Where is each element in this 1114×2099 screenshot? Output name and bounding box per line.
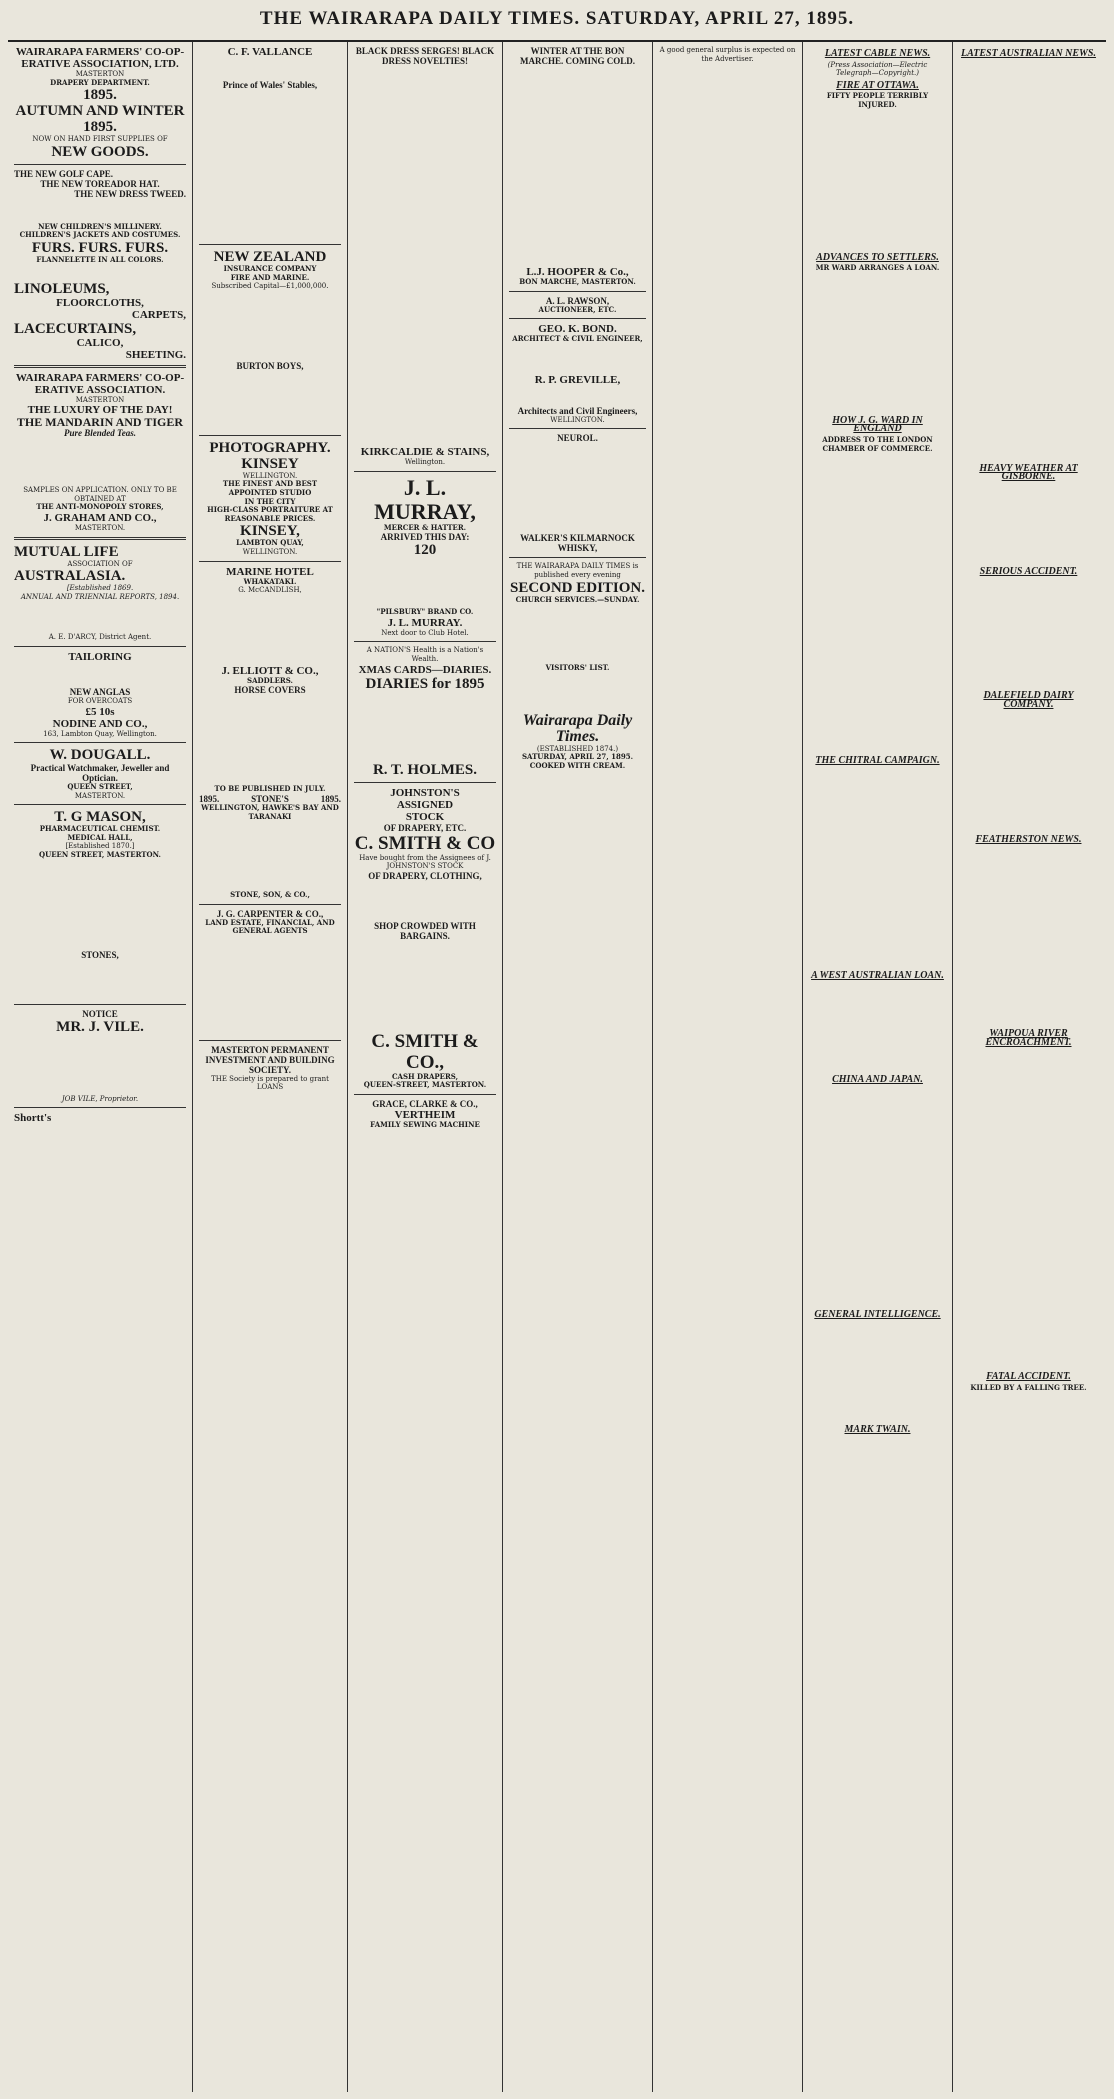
nation: A NATION'S Health is a Nation's Wealth. — [366, 646, 484, 663]
hooper: L.J. HOOPER & Co., — [526, 266, 629, 278]
linoleums: LINOLEUMS, — [14, 280, 110, 297]
column-3 — [348, 42, 503, 2092]
filler-text — [959, 484, 1098, 564]
mcdanish: G. McCANDLISH, — [238, 586, 302, 595]
dress-tweed: THE NEW DRESS TWEED. — [74, 188, 186, 199]
golf-cape: THE NEW GOLF CAPE. — [14, 168, 114, 179]
kc-place: Wellington. — [404, 458, 446, 466]
calico: CALICO, — [76, 336, 124, 349]
wfca-title: WAIRARAPA FARMERS' CO-OP-ERATIVE ASSOCIATION, LTD. — [15, 46, 185, 70]
waipoua: WAIPOUA RIVER ENCROACHMENT. — [985, 1028, 1072, 1048]
filler-text — [14, 199, 186, 223]
au-title: LATEST AUSTRALIAN NEWS. — [961, 48, 1096, 59]
filler-text — [199, 821, 341, 891]
furs: FURS. FURS. FURS. — [31, 239, 169, 256]
filler-text — [199, 936, 341, 1036]
vertheim: VERTHEIM — [394, 1108, 456, 1121]
diaries: DIARIES for 1895 — [365, 675, 485, 692]
bought: Have bought from the Assignees of J. JOHNSTON'S STOCK — [359, 853, 491, 871]
fifty-injured: FIFTY PEOPLE TERRIBLY INJURED. — [826, 91, 929, 109]
filler-text — [959, 578, 1098, 688]
filler-text — [509, 771, 646, 1371]
johnston: JOHNSTON'S — [390, 786, 460, 799]
shortt: Shortt's — [14, 1112, 52, 1125]
filler-text — [199, 695, 341, 785]
church: CHURCH SERVICES.—SUNDAY. — [515, 594, 640, 604]
china-japan: CHINA AND JAPAN. — [832, 1074, 923, 1086]
flannelette: FLANNELETTE IN ALL COLORS. — [36, 254, 164, 264]
graham-place: MASTERTON. — [74, 523, 126, 532]
toreador: THE NEW TOREADOR HAT. — [40, 178, 160, 189]
ward-loan: MR WARD ARRANGES A LOAN. — [815, 263, 940, 273]
queen-street: QUEEN STREET, — [67, 782, 133, 792]
dozen: 120 — [413, 542, 437, 559]
marine-hotel: MARINE HOTEL — [226, 565, 314, 578]
stock: STOCK — [405, 810, 445, 823]
filler-text — [509, 386, 646, 406]
smith: C. SMITH & CO — [354, 832, 496, 854]
graham: J. GRAHAM AND CO., — [43, 511, 157, 524]
filler-text — [509, 344, 646, 374]
queen-street: QUEEN-STREET, MASTERTON. — [363, 1080, 487, 1090]
cards: XMAS CARDS—DIARIES. — [358, 663, 492, 676]
murray-2: J. L. MURRAY. — [387, 616, 463, 629]
filler-text — [809, 453, 946, 753]
times-date: SATURDAY, APRIL 27, 1895. — [521, 752, 634, 762]
prince-of-wales: Prince of Wales' Stables, — [222, 80, 318, 90]
filler-text — [14, 265, 186, 281]
bonmarche: BON MARCHE, MASTERTON. — [519, 277, 636, 286]
column-4 — [503, 42, 653, 2092]
whakataki: WHAKATAKI. — [243, 576, 297, 586]
whisky: WALKER'S KILMARNOCK WHISKY, — [520, 533, 635, 554]
filler-text — [959, 712, 1098, 832]
queen-place: MASTERTON. — [74, 791, 126, 800]
neurol: NEUROL. — [557, 433, 598, 444]
chitral: THE CHITRAL CAMPAIGN. — [815, 755, 940, 767]
kc-serges: BLACK DRESS SERGES! BLACK DRESS NOVELTIES! — [355, 46, 495, 66]
filler-text — [199, 371, 341, 431]
stones: STONE'S — [251, 793, 289, 804]
architect: ARCHITECT & CIVIL ENGINEER, — [512, 334, 643, 344]
drapery-clothing: OF DRAPERY, CLOTHING, — [368, 870, 482, 881]
kinsey: KINSEY — [241, 455, 299, 472]
season: AUTUMN AND WINTER — [15, 103, 185, 120]
studio: THE FINEST AND BEST APPOINTED STUDIO — [222, 479, 318, 497]
drapery-etc: OF DRAPERY, ETC. — [383, 822, 467, 833]
assoc: ASSOCIATION OF — [67, 559, 133, 568]
blended: Pure Blended Teas. — [64, 428, 136, 439]
filler-text — [809, 273, 946, 413]
filler-text — [354, 941, 496, 1031]
column-6 — [803, 42, 953, 2092]
killed: KILLED BY A FALLING TREE. — [970, 1382, 1087, 1392]
photography: PHOTOGRAPHY. — [209, 439, 331, 456]
bond: GEO. K. BOND. — [538, 323, 617, 336]
published: TO BE PUBLISHED IN JULY. — [214, 784, 326, 794]
luxury: THE LUXURY OF THE DAY! — [27, 404, 173, 417]
dept: DRAPERY DEPARTMENT. — [50, 77, 150, 87]
medical: MEDICAL HALL, — [67, 832, 133, 842]
stone-son: STONE, SON, & CO., — [230, 890, 310, 900]
place-2: MASTERTON — [75, 395, 125, 404]
filler-text — [354, 558, 496, 608]
filler-text — [14, 1035, 186, 1095]
fire-ottawa: FIRE AT OTTAWA. — [836, 79, 919, 91]
nodine: NODINE AND CO., — [52, 717, 148, 730]
fatal-accident: FATAL ACCIDENT. — [986, 1371, 1071, 1383]
heavy-weather: HEAVY WEATHER AT GISBORNE. — [979, 462, 1078, 483]
dougall: W. DOUGALL. — [49, 747, 151, 764]
filler-text — [509, 604, 646, 664]
overcoats: FOR OVERCOATS — [67, 696, 133, 705]
stones: STONES, — [81, 949, 119, 960]
filler-text — [509, 673, 646, 713]
mutual: MUTUAL LIFE — [14, 543, 119, 560]
filler-text — [809, 110, 946, 250]
reports: ANNUAL AND TRIENNIAL REPORTS, 1894. — [20, 592, 180, 601]
samples: SAMPLES ON APPLICATION. ONLY TO BE OBTAINED AT — [23, 486, 177, 503]
vallance: C. F. VALLANCE — [227, 46, 313, 58]
featherston: FEATHERSTON NEWS. — [975, 833, 1082, 845]
dalefield: DALEFIELD DAIRY COMPANY. — [983, 690, 1074, 710]
filler-text — [14, 960, 186, 1000]
visitors: VISITORS' LIST. — [545, 663, 610, 673]
arrived: ARRIVED THIS DAY: — [380, 532, 470, 543]
year: 1895. — [83, 87, 117, 104]
filler-text — [809, 1322, 946, 1422]
filler-text — [199, 291, 341, 361]
bargains: SHOP CROWDED WITH BARGAINS. — [374, 920, 476, 941]
filler-text — [199, 595, 341, 665]
fire-marine: FIRE AND MARINE. — [230, 272, 310, 282]
column-7 — [953, 42, 1104, 2092]
filler-text — [199, 58, 341, 80]
cable-assoc: (Press Association—Electric Telegraph—Copyright.) — [827, 60, 928, 78]
mason-est: [Established 1870.] — [65, 842, 135, 851]
mason: T. G MASON, — [54, 809, 146, 826]
watchmaker: Practical Watchmaker, Jeweller and Optician. — [30, 763, 170, 784]
filler-text — [509, 66, 646, 266]
notice: NOTICE — [82, 1008, 118, 1019]
carpenter: J. G. CARPENTER & CO., — [216, 908, 324, 919]
anglais: NEW ANGLAS — [69, 686, 131, 697]
filler-text — [14, 663, 186, 687]
column-1 — [8, 42, 193, 2092]
nodine-addr: 163, Lambton Quay, Wellington. — [43, 729, 157, 738]
smith-2: C. SMITH & CO., — [371, 1030, 479, 1073]
season-year: 1895. — [83, 119, 117, 136]
masterton-pbs: MASTERTON PERMANENT INVESTMENT AND BUILDING SOCIETY. — [205, 1044, 335, 1075]
directory: WELLINGTON, HAWKE'S BAY AND TARANAKI — [201, 802, 339, 821]
intro: A good general surplus is expected on the Advertiser. — [659, 46, 796, 63]
floorcloths: FLOORCLOTHS, — [56, 296, 144, 309]
pilsbury: "PILSBURY" BRAND CO. — [376, 607, 474, 617]
saddlers: SADDLERS. — [247, 675, 293, 685]
wellington-2: WELLINGTON. — [242, 547, 298, 556]
horsecovers: HORSE COVERS — [234, 685, 306, 696]
filler-text — [659, 63, 796, 1963]
almanac: 1895. — [320, 793, 341, 804]
cable-title: LATEST CABLE NEWS. — [824, 48, 931, 59]
filler-text — [14, 860, 186, 950]
winter-bonmarche: WINTER AT THE BON MARCHE. COMING COLD. — [520, 46, 635, 66]
serious-accident: SERIOUS ACCIDENT. — [979, 565, 1078, 577]
price: £5 10s — [85, 705, 115, 718]
proprietor: JOB VILE, Proprietor. — [61, 1094, 139, 1103]
wfca-title-2: WAIRARAPA FARMERS' CO-OP-ERATIVE ASSOCIATION. — [15, 371, 185, 396]
assigned: ASSIGNED — [396, 798, 454, 811]
column-2 — [193, 42, 348, 2092]
first-supplies: NOW ON HAND FIRST SUPPLIES OF — [32, 135, 168, 144]
filler-text — [509, 443, 646, 533]
column-5 — [653, 42, 803, 2092]
burton: BURTON BOYS, — [236, 360, 304, 371]
filler-text — [959, 846, 1098, 1026]
filler-text — [959, 1049, 1098, 1369]
auctioneer: AUCTIONEER, ETC. — [538, 304, 617, 314]
mark-twain: MARK TWAIN. — [844, 1423, 911, 1435]
filler-text — [809, 982, 946, 1072]
rawson: A. L. RAWSON, — [545, 295, 610, 306]
filler-text — [959, 61, 1098, 461]
sewing: FAMILY SEWING MACHINE — [370, 1119, 480, 1129]
kirkcaldie-name: KIRKCALDIE & STAINS, — [360, 446, 490, 458]
lambton: LAMBTON QUAY, — [236, 538, 304, 548]
times-est: (ESTABLISHED 1874.) — [536, 744, 619, 753]
capital: Subscribed Capital—£1,000,000. — [211, 282, 329, 291]
intelligence: GENERAL INTELLIGENCE. — [814, 1308, 941, 1320]
vile-title: MR. J. VILE. — [56, 1018, 144, 1035]
kinsey-wellington: WELLINGTON. — [242, 471, 298, 480]
filler-text — [354, 881, 496, 921]
filler-text — [14, 601, 186, 633]
sheeting: SHEETING. — [125, 348, 186, 361]
mercer: MERCER & HATTER. — [383, 522, 467, 532]
printed: THE WAIRARAPA DAILY TIMES is published every evening — [516, 562, 639, 579]
kinsey-2: KINSEY, — [240, 523, 300, 540]
place: MASTERTON — [75, 70, 125, 78]
queen-2: QUEEN STREET, MASTERTON. — [39, 850, 161, 860]
filler-text — [199, 90, 341, 240]
ward-england: HOW J. G. WARD IN ENGLAND — [832, 414, 923, 435]
land: LAND ESTATE, FINANCIAL, AND GENERAL AGENTS — [205, 917, 335, 936]
nz-title: NEW ZEALAND — [213, 249, 327, 265]
cash-drapers: CASH DRAPERS, — [391, 1071, 459, 1081]
filler-text — [14, 438, 186, 486]
cooked: COOKED WITH CREAM. — [529, 760, 626, 770]
darcy: A. E. D'ARCY, District Agent. — [48, 633, 152, 642]
greville: R. P. GREVILLE, — [534, 373, 621, 386]
elliott: J. ELLIOTT & CO., — [221, 664, 319, 677]
pharma: PHARMACEUTICAL CHEMIST. — [39, 824, 161, 834]
address: ADDRESS TO THE LONDON CHAMBER OF COMMERCE. — [822, 434, 933, 453]
times-title: Wairarapa Daily Times. — [522, 711, 633, 745]
columns — [8, 42, 1106, 2092]
architects: Architects and Civil Engineers, — [517, 405, 638, 416]
loans: THE Society is prepared to grant LOANS — [211, 1074, 329, 1092]
second-edition: SECOND EDITION. — [509, 579, 646, 596]
millinery: NEW CHILDREN'S MILLINERY. — [38, 221, 162, 231]
carpets: CARPETS, — [131, 308, 186, 321]
portraiture: HIGH-CLASS PORTRAITURE AT REASONABLE PRICES. — [207, 505, 333, 523]
established: [Established 1869. — [66, 584, 134, 593]
filler-text — [809, 768, 946, 968]
lacecurtains: LACECURTAINS, — [14, 320, 137, 337]
australasia: AUSTRALASIA. — [14, 568, 126, 585]
wellington: WELLINGTON. — [550, 415, 605, 424]
tailoring: TAILORING — [68, 650, 132, 663]
next-door: Next door to Club Hotel. — [381, 628, 469, 637]
advances: ADVANCES TO SETTLERS. — [816, 251, 939, 263]
jackets: CHILDREN'S JACKETS AND COSTUMES. — [19, 230, 181, 240]
colony: IN THE CITY — [244, 496, 296, 506]
filler-text — [354, 692, 496, 762]
year-1895: 1895. — [199, 793, 220, 804]
murray: J. L. MURRAY, — [374, 474, 476, 524]
new-goods: NEW GOODS. — [51, 143, 149, 160]
insurance: INSURANCE COMPANY — [223, 264, 317, 273]
grace: GRACE, CLARKE & CO., — [372, 1098, 478, 1109]
holmes: R. T. HOLMES. — [372, 761, 478, 778]
filler-text — [354, 66, 496, 446]
filler-text — [809, 1087, 946, 1307]
wa-loan: A WEST AUSTRALIAN LOAN. — [811, 969, 944, 981]
mandarin: THE MANDARIN AND TIGER — [16, 415, 184, 430]
stores: THE ANTI-MONOPOLY STORES, — [36, 502, 164, 512]
masthead: THE WAIRARAPA DAILY TIMES. SATURDAY, APRIL 27, 1895. — [8, 8, 1106, 42]
